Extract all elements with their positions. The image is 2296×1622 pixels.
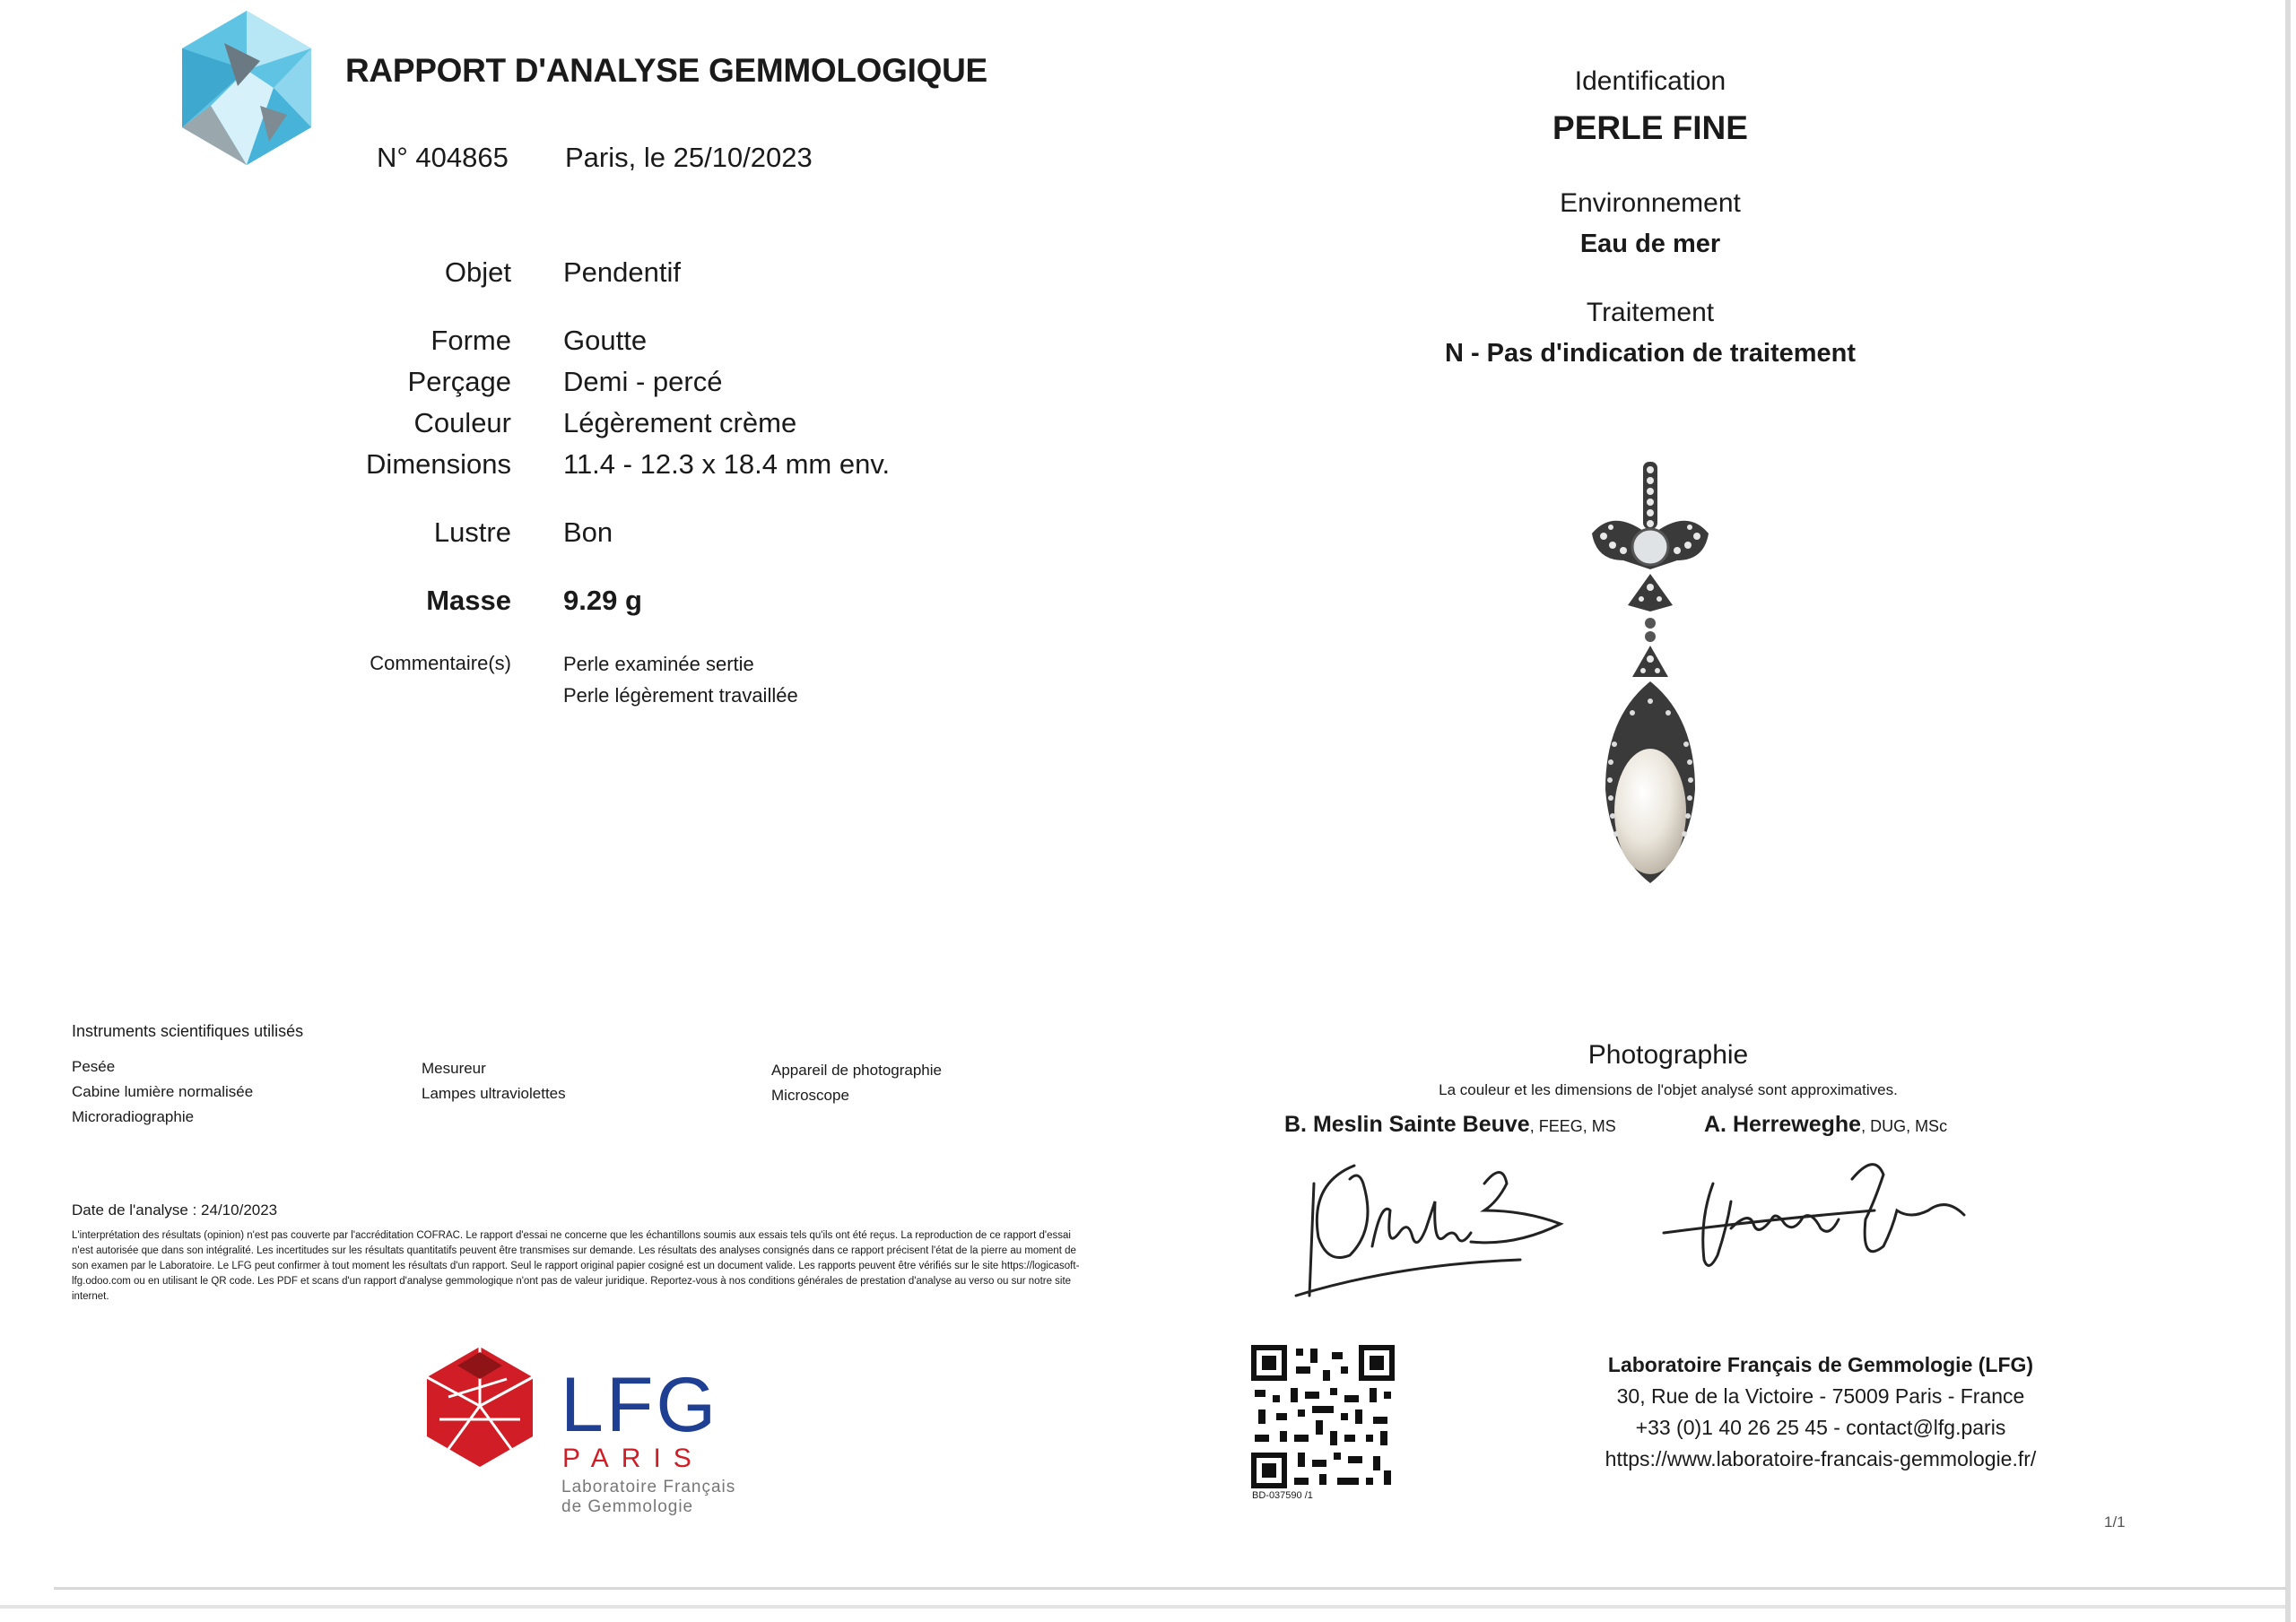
qr-caption: BD-037590 /1 <box>1252 1490 1313 1501</box>
photo-note: La couleur et les dimensions de l'objet analysé sont approximatives. <box>1439 1081 1898 1098</box>
field-label-mass: Masse <box>426 585 511 616</box>
comment-line: Perle examinée sertie <box>563 653 754 675</box>
field-value-drilling: Demi - percé <box>563 366 723 397</box>
field-value-shape: Goutte <box>563 325 648 356</box>
page-edge <box>2285 0 2291 1622</box>
signature-meslin <box>1292 1148 1587 1300</box>
identification-label: Identification <box>1574 66 1726 96</box>
signature-herreweghe <box>1659 1148 1991 1282</box>
instrument-item: Microradiographie <box>72 1108 195 1125</box>
environment-label: Environnement <box>1560 188 1741 218</box>
signatory-title: , DUG, MSc <box>1861 1117 1948 1135</box>
treatment-label: Traitement <box>1586 298 1715 327</box>
report-number: N° 404865 <box>377 142 509 173</box>
field-value-mass: 9.29 g <box>563 585 642 616</box>
qr-code[interactable] <box>1251 1345 1395 1488</box>
analysis-date: Date de l'analyse : 24/10/2023 <box>72 1201 278 1219</box>
lab-website[interactable]: https://www.laboratoire-francais-gemmologie.fr/ <box>1605 1447 2037 1470</box>
signatory-name: B. Meslin Sainte Beuve <box>1284 1112 1530 1137</box>
field-value-dimensions: 11.4 - 12.3 x 18.4 mm env. <box>563 448 891 480</box>
signatory-2 <box>1704 1112 1947 1138</box>
environment-value: Eau de mer <box>1579 230 1721 258</box>
field-label-drilling: Perçage <box>407 366 511 397</box>
lfg-tagline-line: de Gemmologie <box>561 1497 694 1516</box>
page-edge <box>0 1605 2285 1609</box>
field-label-color: Couleur <box>413 407 511 438</box>
comments-label: Commentaire(s) <box>370 652 511 674</box>
lab-address: 30, Rue de la Victoire - 75009 Paris - France <box>1616 1384 2025 1408</box>
identification-value: PERLE FINE <box>1552 109 1748 146</box>
lfg-tagline-line: Laboratoire Français <box>561 1478 736 1496</box>
instrument-item: Microscope <box>771 1087 849 1104</box>
field-value-object: Pendentif <box>563 256 681 288</box>
pendant-photo <box>1578 457 1722 897</box>
page-edge <box>54 1587 2287 1590</box>
report-place-date: Paris, le 25/10/2023 <box>565 142 813 173</box>
instrument-item: Lampes ultraviolettes <box>422 1085 566 1102</box>
gem-hexagon-icon <box>175 7 318 169</box>
lfg-logo-mark <box>422 1343 538 1470</box>
disclaimer-text: L'interprétation des résultats (opinion) n'est pas couverte par l'accréditation COFRAC. Le rapport d'essai ne concerne que les échantillons soumis aux essais tels qu'ils ont été reçus. La reproduction de ce rapport d'essai n'est autorisée que dans son intégralité. Les incertitudes sur les résultats quantitatifs peuvent être transmises sur demande. Les résultats des analyses consignés dans ce rapport précisent l'état de la pierre au moment de son examen par le Laboratoire. Le LFG peut confirmer à tout moment les résultats d'un rapport. Seul le rapport original papier cosigné est un document valide. Les rapports peuvent être vérifiés sur le site https://logicasoft-lfg.odoo.com ou en utilisant le QR code. Les PDF et scans d'un rapport d'analyse gemmologique n'ont pas de valeur juridique. Reportez-vous à nos conditions générales de prestation d'analyse au verso ou sur notre site internet. <box>72 1230 1080 1302</box>
lab-name: Laboratoire Français de Gemmologie (LFG) <box>1607 1353 2034 1376</box>
field-value-color: Légèrement crème <box>563 407 797 438</box>
field-label-luster: Lustre <box>433 516 511 548</box>
instrument-item: Appareil de photographie <box>771 1062 942 1079</box>
lfg-logo-text: LFG <box>561 1362 719 1448</box>
field-value-luster: Bon <box>563 516 613 548</box>
photo-title: Photographie <box>1587 1040 1749 1070</box>
signatory-title: , FEEG, MS <box>1529 1117 1616 1135</box>
lfg-logo-paris: PARIS <box>562 1444 704 1473</box>
instrument-item: Mesureur <box>422 1060 486 1077</box>
comment-line: Perle légèrement travaillée <box>563 684 798 707</box>
signatory-name: A. Herreweghe <box>1704 1112 1862 1137</box>
lab-contact: +33 (0)1 40 26 25 45 - contact@lfg.paris <box>1635 1416 2006 1439</box>
instrument-item: Cabine lumière normalisée <box>72 1083 254 1100</box>
signatory-1 <box>1284 1112 1616 1138</box>
lab-info <box>1543 1349 2099 1475</box>
report-title: RAPPORT D'ANALYSE GEMMOLOGIQUE <box>345 52 987 89</box>
lfg-logo-tagline <box>561 1478 735 1517</box>
instrument-item: Pesée <box>72 1058 116 1075</box>
field-label-shape: Forme <box>430 325 511 356</box>
field-label-dimensions: Dimensions <box>366 448 511 480</box>
treatment-value: N - Pas d'indication de traitement <box>1444 339 1857 368</box>
page-number: 1/1 <box>2104 1514 2126 1531</box>
instruments-heading: Instruments scientifiques utilisés <box>72 1022 304 1040</box>
field-label-object: Objet <box>444 256 511 288</box>
